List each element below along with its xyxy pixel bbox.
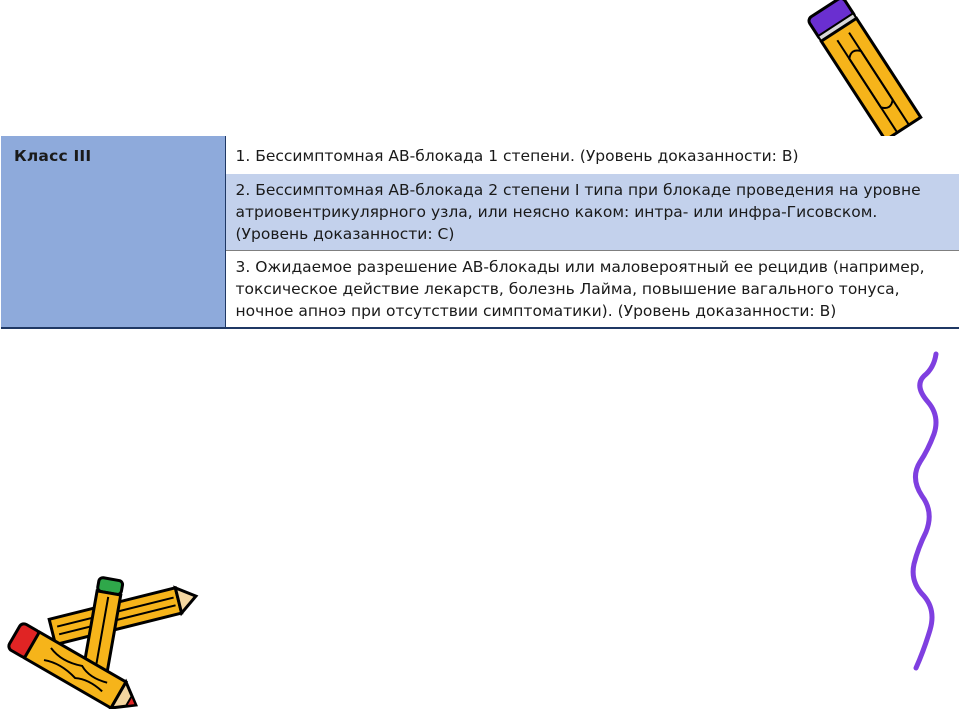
recommendation-text: 3. Ожидаемое разрешение АВ-блокады или маловероятный ее рецидив (например, токсическое действие лекарств, болезнь Лайма, повышение вагального тонуса, ночное апноэ при отсутствии симптоматики). (Уровень доказанности: В) — [235, 258, 925, 320]
table-cell — [225, 136, 959, 174]
crossed-pencils-clipart-icon — [0, 572, 200, 709]
class-label: Класс III — [14, 147, 92, 165]
recommendation-text: 2. Бессимптомная АВ-блокада 2 степени I типа при блокаде проведения на уровне атриовентрикулярного узла, или неясно каком: интра- или инфра-Гисовском. (Уровень доказанности: С) — [235, 181, 921, 243]
table-cell — [225, 174, 959, 251]
table-cell — [225, 251, 959, 329]
class-label-cell — [1, 136, 225, 328]
table-row — [1, 136, 959, 174]
squiggle-line-icon — [900, 350, 960, 680]
recommendation-table — [1, 136, 959, 329]
pencil-clipart-icon — [800, 0, 930, 140]
recommendation-text: 1. Бессимптомная АВ-блокада 1 степени. (Уровень доказанности: В) — [235, 147, 799, 165]
